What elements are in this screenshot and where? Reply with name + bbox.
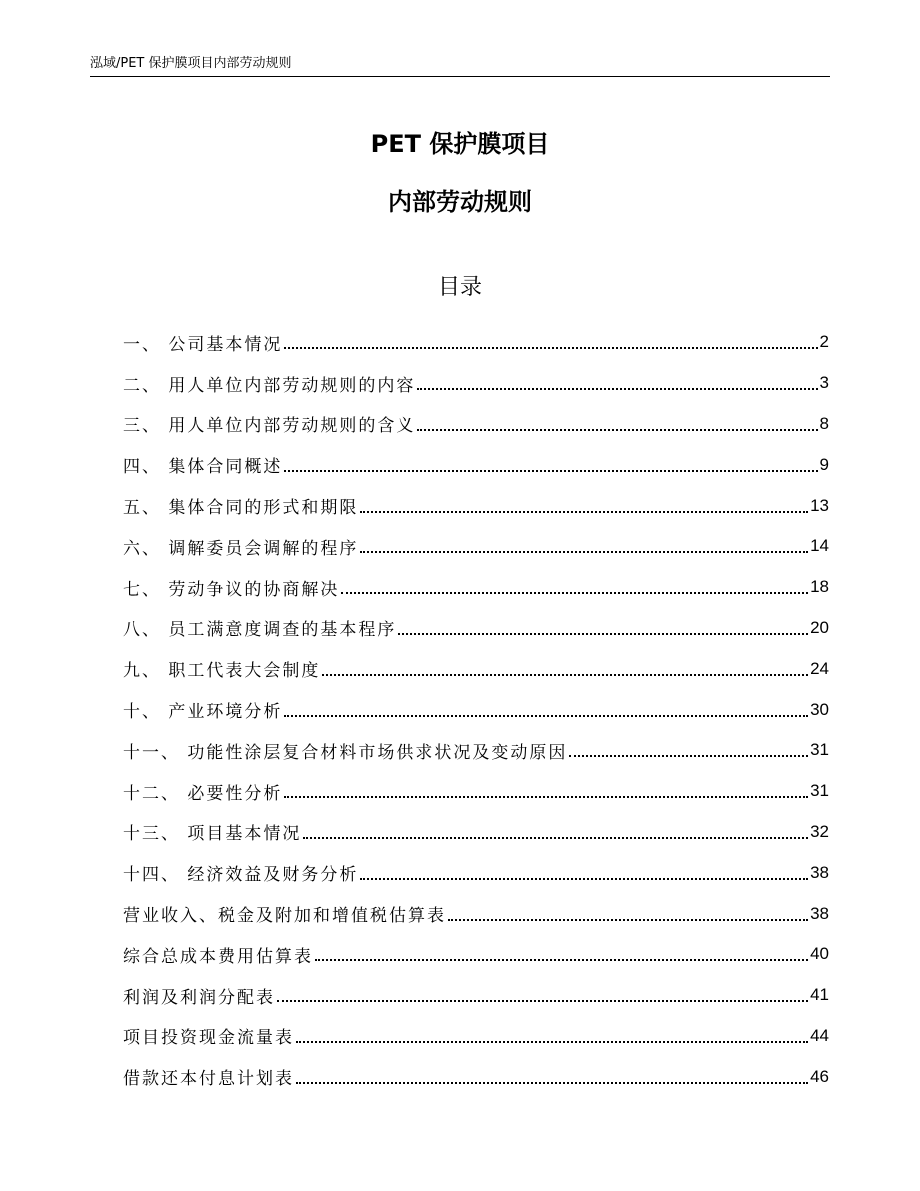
toc-leader-dots xyxy=(315,947,808,961)
toc-entry-label: 经济效益及财务分析 xyxy=(187,865,359,886)
toc-entry-number: 十四、 xyxy=(123,865,188,886)
running-header: 泓域/PET 保护膜项目内部劳动规则 xyxy=(90,56,292,71)
toc-entry-number: 六、 xyxy=(123,538,169,559)
toc-entry-page: 3 xyxy=(819,373,829,393)
toc-entry-page: 18 xyxy=(810,577,829,597)
toc-entry-number: 二、 xyxy=(123,375,169,396)
toc-leader-dots xyxy=(296,1029,808,1043)
toc-entry-page: 31 xyxy=(810,781,829,801)
toc-heading: 目录 xyxy=(437,275,482,300)
toc-leader-dots xyxy=(417,376,817,390)
toc-entry-label: 集体合同概述 xyxy=(168,457,283,478)
toc-leader-dots xyxy=(569,743,808,757)
toc-entry-label: 综合总成本费用估算表 xyxy=(123,946,313,967)
toc-entry-number: 七、 xyxy=(123,579,169,600)
toc-entry[interactable] xyxy=(123,1016,829,1057)
toc-entry[interactable] xyxy=(123,934,829,975)
toc-leader-dots xyxy=(277,988,808,1002)
toc-entry-label: 功能性涂层复合材料市场供求状况及变动原因 xyxy=(187,742,568,763)
toc-entry[interactable] xyxy=(123,404,829,445)
toc-entry[interactable] xyxy=(123,444,829,485)
table-of-contents xyxy=(123,322,829,1097)
toc-entry-number: 五、 xyxy=(123,498,169,519)
toc-leader-dots xyxy=(398,621,808,635)
toc-entry-page: 46 xyxy=(810,1066,829,1086)
toc-entry[interactable] xyxy=(123,852,829,893)
toc-entry[interactable] xyxy=(123,322,829,363)
toc-entry-page: 14 xyxy=(810,536,829,556)
toc-entry[interactable] xyxy=(123,608,829,649)
toc-entry-label: 用人单位内部劳动规则的内容 xyxy=(168,375,416,396)
toc-entry[interactable] xyxy=(123,771,829,812)
toc-entry[interactable] xyxy=(123,975,829,1016)
toc-entry-label: 借款还本付息计划表 xyxy=(123,1069,294,1090)
toc-entry-number: 十二、 xyxy=(123,783,188,804)
toc-entry-label: 利润及利润分配表 xyxy=(123,987,275,1008)
toc-entry-number: 四、 xyxy=(123,457,169,478)
toc-entry-number: 九、 xyxy=(123,661,169,682)
header-rule xyxy=(90,76,830,77)
toc-entry-page: 20 xyxy=(810,617,829,637)
toc-entry-label: 集体合同的形式和期限 xyxy=(168,498,359,519)
toc-entry-page: 2 xyxy=(819,332,829,352)
toc-entry-page: 38 xyxy=(810,903,829,923)
toc-entry-label: 产业环境分析 xyxy=(168,702,283,723)
toc-entry-page: 9 xyxy=(819,454,829,474)
toc-entry-label: 营业收入、税金及附加和增值税估算表 xyxy=(123,906,446,927)
toc-entry-number: 八、 xyxy=(123,620,169,641)
toc-entry[interactable] xyxy=(123,363,829,404)
toc-leader-dots xyxy=(296,1070,808,1084)
toc-entry[interactable] xyxy=(123,567,829,608)
toc-entry-number: 一、 xyxy=(123,334,169,355)
toc-entry[interactable] xyxy=(123,485,829,526)
toc-entry[interactable] xyxy=(123,812,829,853)
toc-entry-page: 40 xyxy=(810,944,829,964)
document-subtitle: 内部劳动规则 xyxy=(388,188,532,216)
toc-entry-page: 8 xyxy=(819,413,829,433)
toc-entry-label: 用人单位内部劳动规则的含义 xyxy=(168,416,416,437)
toc-entry-label: 劳动争议的协商解决 xyxy=(168,579,340,600)
toc-entry[interactable] xyxy=(123,526,829,567)
toc-entry-label: 员工满意度调查的基本程序 xyxy=(168,620,397,641)
toc-entry-page: 44 xyxy=(810,1025,829,1045)
toc-entry-page: 38 xyxy=(810,862,829,882)
toc-leader-dots xyxy=(341,580,808,594)
toc-entry-label: 调解委员会调解的程序 xyxy=(168,538,359,559)
toc-leader-dots xyxy=(284,784,808,798)
toc-entry-label: 必要性分析 xyxy=(187,783,283,804)
toc-entry-number: 十、 xyxy=(123,702,169,723)
toc-leader-dots xyxy=(360,539,808,553)
toc-entry-number: 十一、 xyxy=(123,742,188,763)
toc-entry-page: 24 xyxy=(810,658,829,678)
toc-entry-page: 41 xyxy=(810,985,829,1005)
toc-leader-dots xyxy=(448,907,808,921)
toc-entry-number: 三、 xyxy=(123,416,169,437)
toc-entry[interactable] xyxy=(123,648,829,689)
toc-leader-dots xyxy=(360,499,808,513)
toc-entry-page: 13 xyxy=(810,495,829,515)
toc-entry-page: 32 xyxy=(810,821,829,841)
toc-leader-dots xyxy=(303,825,808,839)
toc-leader-dots xyxy=(322,662,808,676)
toc-leader-dots xyxy=(284,703,808,717)
toc-entry[interactable] xyxy=(123,730,829,771)
toc-leader-dots xyxy=(284,458,817,472)
toc-entry-label: 职工代表大会制度 xyxy=(168,661,321,682)
toc-entry[interactable] xyxy=(123,689,829,730)
toc-leader-dots xyxy=(360,866,808,880)
toc-leader-dots xyxy=(284,335,817,349)
toc-entry-label: 公司基本情况 xyxy=(168,334,283,355)
toc-entry-label: 项目投资现金流量表 xyxy=(123,1028,294,1049)
toc-entry-number: 十三、 xyxy=(123,824,188,845)
toc-entry-label: 项目基本情况 xyxy=(187,824,302,845)
toc-entry[interactable] xyxy=(123,893,829,934)
toc-entry-page: 31 xyxy=(810,740,829,760)
toc-entry[interactable] xyxy=(123,1056,829,1097)
toc-leader-dots xyxy=(417,417,817,431)
toc-entry-page: 30 xyxy=(810,699,829,719)
document-title: PET 保护膜项目 xyxy=(370,130,550,158)
